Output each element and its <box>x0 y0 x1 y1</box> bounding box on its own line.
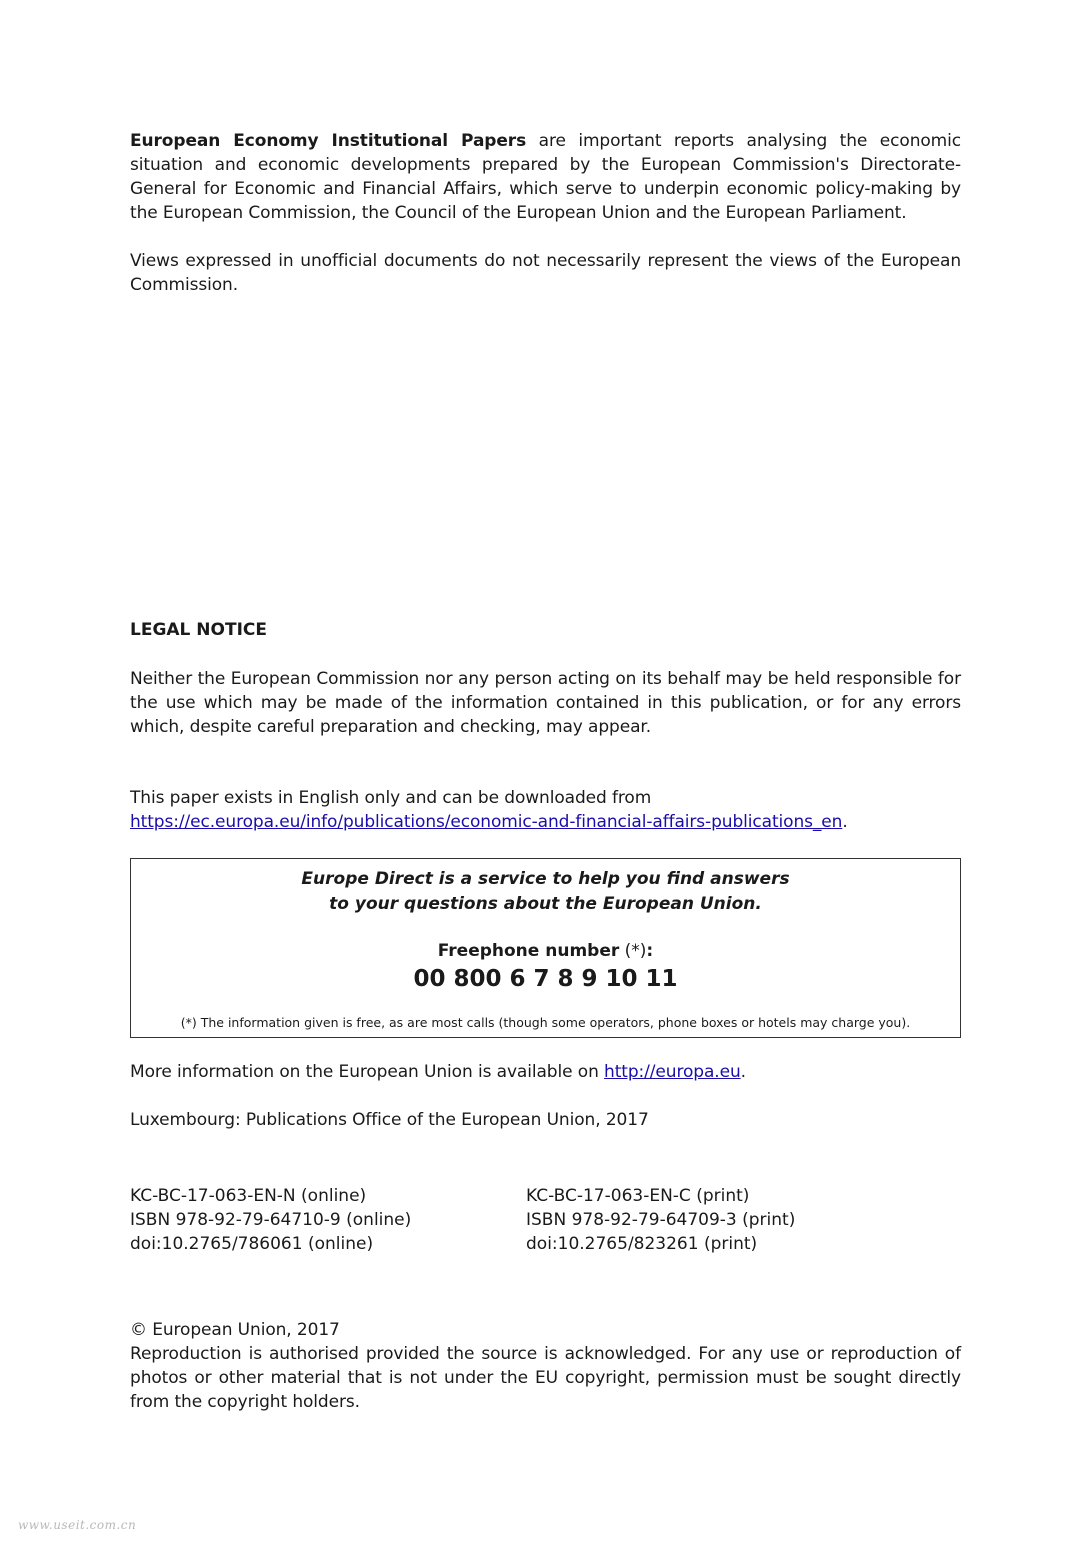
freephone-number: 00 800 6 7 8 9 10 11 <box>413 966 678 992</box>
freephone-footnote-mark: (*) <box>619 941 647 961</box>
more-info-paragraph <box>130 1060 961 1084</box>
kc-print: KC-BC-17-063-EN-C (print) <box>526 1186 750 1206</box>
intro-text: are important reports analysing the economic situation and economic developments prepared by the European Commission's Directorate-General for Economic and Financial Affairs, which serve to underpin economic policy-making by the European Commission, the Council of the European Union and the European Parliament. <box>130 131 961 223</box>
doi-print: doi:10.2765/823261 (print) <box>526 1234 758 1254</box>
isbn-online: ISBN 978-92-79-64710-9 (online) <box>130 1210 412 1230</box>
doi-online: doi:10.2765/786061 (online) <box>130 1234 374 1254</box>
download-trailing: . <box>842 812 848 832</box>
freephone-footnote: (*) The information given is free, as are most calls (though some operators, phone boxes or hotels may charge you). <box>180 1015 911 1030</box>
freephone-colon: : <box>646 941 654 961</box>
copyright-line: © European Union, 2017 <box>130 1320 340 1340</box>
intro-paragraph <box>130 129 961 225</box>
publisher-line: Luxembourg: Publications Office of the European Union, 2017 <box>130 1110 649 1130</box>
intro-bold-lead: European Economy Institutional Papers <box>130 131 527 151</box>
identifiers-print <box>526 1184 795 1256</box>
watermark-text: www.useit.com.cn <box>18 1518 137 1532</box>
more-info-text: More information on the European Union is available on <box>130 1062 605 1082</box>
legal-notice-heading: LEGAL NOTICE <box>130 620 267 640</box>
more-info-trailing: . <box>740 1062 746 1082</box>
reproduction-notice: Reproduction is authorised provided the source is acknowledged. For any use or reproduction of photos or other material that is not under the EU copyright, permission must be sought directly from the copyright holders. <box>130 1344 961 1412</box>
views-disclaimer: Views expressed in unofficial documents do not necessarily represent the views of the European Commission. <box>130 251 961 295</box>
freephone-label-row <box>131 939 960 963</box>
europe-direct-line-2: to your questions about the European Union. <box>329 894 762 914</box>
copyright-block <box>130 1318 961 1414</box>
europa-link[interactable]: http://europa.eu <box>604 1062 741 1082</box>
europe-direct-line-1: Europe Direct is a service to help you find answers <box>301 869 790 889</box>
isbn-print: ISBN 978-92-79-64709-3 (print) <box>526 1210 796 1230</box>
kc-online: KC-BC-17-063-EN-N (online) <box>130 1186 367 1206</box>
freephone-label: Freephone number <box>437 941 620 961</box>
legal-notice-body: Neither the European Commission nor any person acting on its behalf may be held responsible for the use which may be made of the information contained in this publication, or for any errors which, despite careful preparation and checking, may appear. <box>130 669 961 737</box>
identifiers-online <box>130 1184 411 1256</box>
europe-direct-box <box>130 858 961 1038</box>
download-paragraph <box>130 786 961 834</box>
publications-link[interactable]: https://ec.europa.eu/info/publications/economic-and-financial-affairs-publications_en <box>130 812 843 832</box>
download-text: This paper exists in English only and can be downloaded from <box>130 788 652 808</box>
